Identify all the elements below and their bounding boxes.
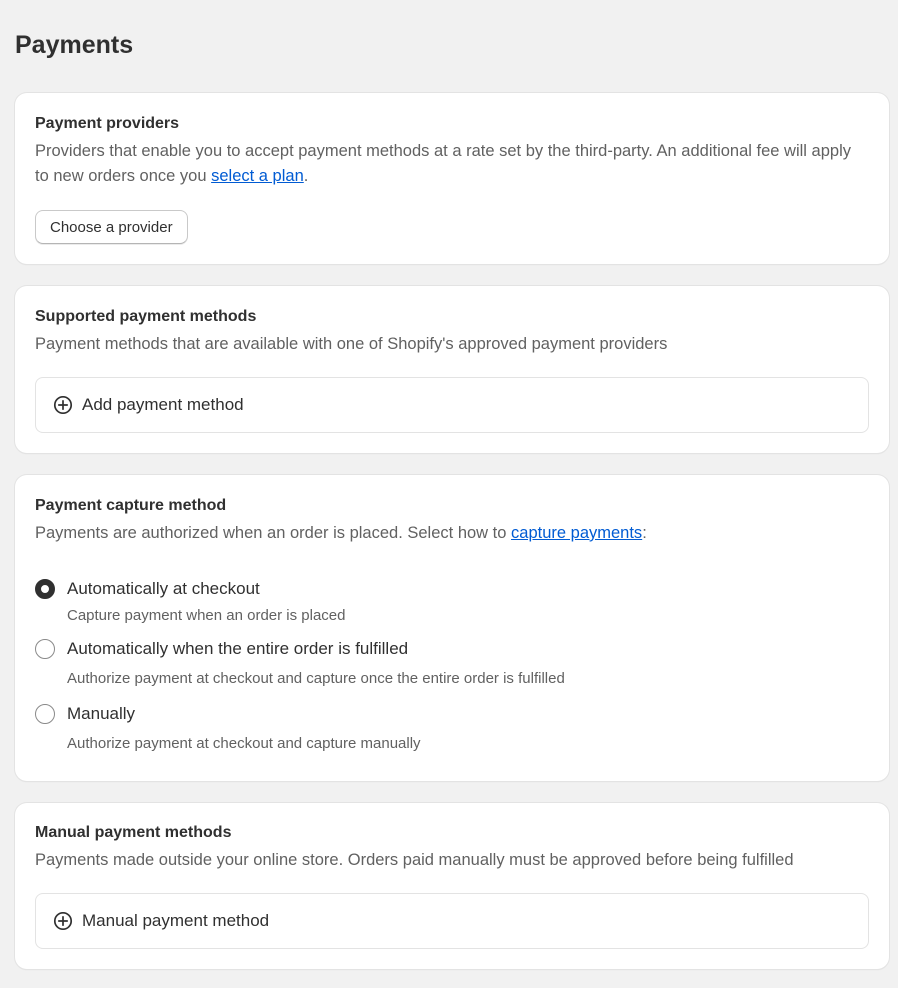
- manual-payment-methods-card: [15, 803, 889, 969]
- radio-label: Automatically at checkout: [67, 579, 260, 598]
- radio-help-text: Authorize payment at checkout and capture once the entire order is fulfilled: [67, 670, 565, 687]
- radio-manually[interactable]: [35, 704, 135, 724]
- radio-button[interactable]: [35, 704, 55, 724]
- manual-payment-method-label: Manual payment method: [82, 911, 270, 930]
- choose-provider-button[interactable]: Choose a provider: [35, 210, 188, 244]
- card-description: Payment methods that are available with one of Shopify's approved payment providers: [35, 335, 668, 353]
- plus-circle-icon: [53, 395, 73, 415]
- card-title: Payment providers: [35, 115, 180, 132]
- add-payment-method-button[interactable]: [35, 377, 869, 433]
- add-payment-method-label: Add payment method: [82, 395, 244, 414]
- card-description: [35, 139, 869, 189]
- card-description: [35, 521, 869, 546]
- description-text: Payments are authorized when an order is placed. Select how to: [35, 524, 512, 542]
- radio-button-checked[interactable]: [35, 579, 55, 599]
- card-description: Payments made outside your online store. Orders paid manually must be approved before being fulfilled: [35, 851, 794, 869]
- plus-circle-icon: [53, 911, 73, 931]
- payment-capture-method-card: [15, 475, 889, 781]
- supported-payment-methods-card: [15, 286, 889, 453]
- card-title: Manual payment methods: [35, 824, 232, 841]
- select-a-plan-link[interactable]: select a plan: [211, 167, 304, 185]
- add-manual-payment-method-button[interactable]: [35, 893, 869, 949]
- description-text: Providers that enable you to accept payment methods at a rate set by the third-party. An additional fee will apply to new orders once you: [35, 142, 851, 185]
- description-suffix: :: [642, 524, 647, 542]
- radio-when-order-fulfilled[interactable]: [35, 639, 408, 659]
- capture-payments-link[interactable]: capture payments: [511, 524, 643, 542]
- card-title: Payment capture method: [35, 497, 227, 514]
- radio-help-text: Authorize payment at checkout and capture manually: [67, 735, 421, 752]
- page-title: Payments: [15, 31, 134, 59]
- payment-providers-card: [15, 93, 889, 264]
- card-title: Supported payment methods: [35, 308, 257, 325]
- radio-label: Manually: [67, 704, 136, 723]
- description-suffix: .: [303, 167, 309, 185]
- radio-automatically-at-checkout[interactable]: [35, 579, 260, 599]
- radio-help-text: Capture payment when an order is placed: [67, 607, 346, 624]
- radio-label: Automatically when the entire order is fulfilled: [67, 639, 409, 658]
- radio-button[interactable]: [35, 639, 55, 659]
